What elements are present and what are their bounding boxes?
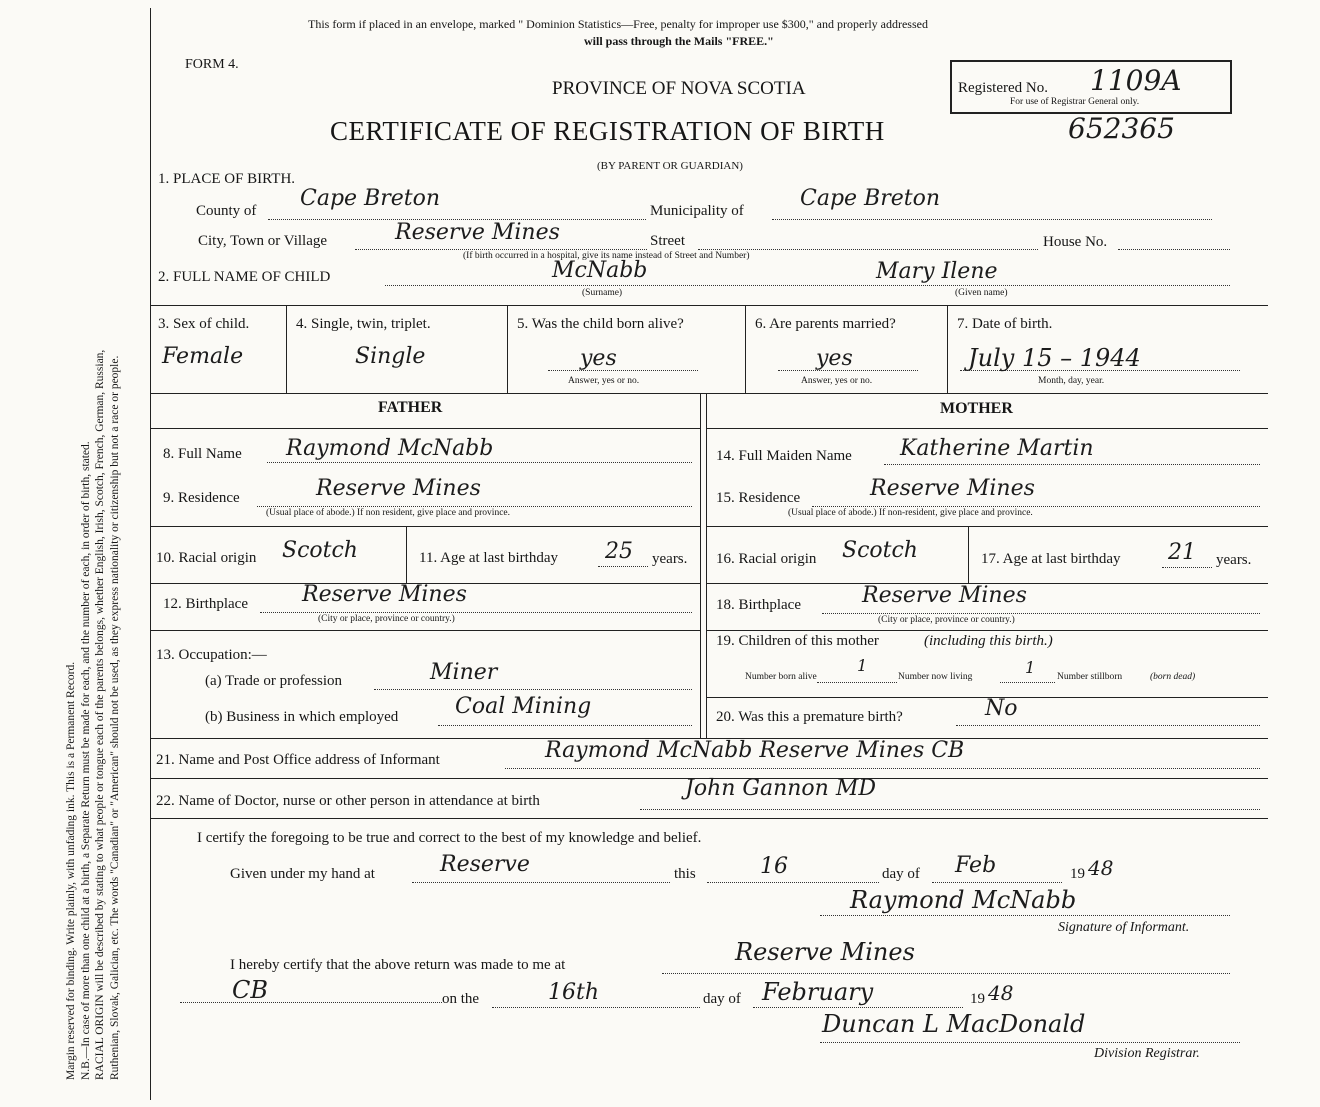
mother-racial-label: 16. Racial origin bbox=[716, 551, 817, 567]
sex-value: Female bbox=[162, 344, 244, 369]
child-given-name-value: Mary Ilene bbox=[876, 259, 998, 284]
parents-married-label: 6. Are parents married? bbox=[755, 316, 896, 332]
informant-signature: Raymond McNabb bbox=[850, 886, 1077, 914]
born-alive-label: 5. Was the child born alive? bbox=[517, 316, 684, 332]
date-of-birth-value: July 15 – 1944 bbox=[968, 344, 1141, 372]
father-years-label: years. bbox=[652, 551, 688, 567]
mother-age-value: 21 bbox=[1168, 540, 1196, 565]
day-of-label: day of bbox=[882, 866, 920, 882]
stillborn-count-note: (born dead) bbox=[1150, 672, 1196, 682]
surname-note: (Surname) bbox=[582, 288, 623, 298]
margin-note-3: RACIAL ORIGIN will be described by stating to what people or tongue each of the parents belongs, whether English, Irish, Scotch, French, German, Russian, bbox=[94, 349, 106, 1080]
return-county-value: CB bbox=[232, 976, 268, 1004]
given-place-value: Reserve bbox=[440, 852, 530, 877]
date-of-birth-label: 7. Date of birth. bbox=[957, 316, 1053, 332]
parents-married-value: yes bbox=[816, 346, 853, 371]
return-year-suffix: 48 bbox=[988, 981, 1014, 1005]
street-label: Street bbox=[650, 233, 685, 249]
doctor-value: John Gannon MD bbox=[685, 776, 876, 801]
now-living-count: 1 bbox=[1025, 658, 1036, 677]
place-of-birth-heading: 1. PLACE OF BIRTH. bbox=[158, 171, 296, 187]
margin-note-2: N.B.—In case of more than one child at a birth, a Separate Return must be made for each, and the number of each, in order of birth, stated. bbox=[79, 441, 92, 1080]
registrar-only-note: For use of Registrar General only. bbox=[1010, 97, 1140, 107]
margin-notes bbox=[0, 0, 152, 1107]
now-living-count-label: Number now living bbox=[898, 672, 973, 682]
municipality-label: Municipality of bbox=[650, 203, 744, 219]
mother-residence-value: Reserve Mines bbox=[870, 476, 1035, 501]
father-name-label: 8. Full Name bbox=[163, 446, 242, 462]
city-label: City, Town or Village bbox=[198, 233, 328, 249]
margin-note-4: Ruthenian, Slovak, Galician, etc. The words "Canadian" or "American" should not be used, as they express nationality or citizenship but not a race or people. bbox=[108, 355, 121, 1080]
father-racial-label: 10. Racial origin bbox=[156, 550, 257, 566]
given-under-hand-label: Given under my hand at bbox=[230, 866, 375, 882]
certificate-title: CERTIFICATE OF REGISTRATION OF BIRTH bbox=[330, 116, 885, 146]
father-occupation-label: 13. Occupation:— bbox=[156, 647, 267, 663]
born-alive-count-label: Number born alive bbox=[745, 672, 817, 682]
father-residence-note: (Usual place of abode.) If non resident, give place and province. bbox=[266, 508, 510, 518]
return-day-value: 16th bbox=[548, 980, 600, 1005]
child-surname-value: McNabb bbox=[552, 258, 648, 283]
mother-age-label: 17. Age at last birthday bbox=[981, 551, 1121, 567]
municipality-value: Cape Breton bbox=[800, 186, 941, 211]
children-of-mother-label: 19. Children of this mother bbox=[716, 633, 879, 649]
this-label: this bbox=[674, 866, 696, 882]
mother-heading: MOTHER bbox=[940, 400, 1013, 417]
mother-racial-value: Scotch bbox=[842, 538, 918, 563]
postal-note-line1: This form if placed in an envelope, marked " Dominion Statistics—Free, penalty for improper use $300," and properly addressed bbox=[308, 17, 928, 31]
registered-no-label: Registered No. bbox=[958, 80, 1048, 96]
mother-birthplace-label: 18. Birthplace bbox=[716, 597, 801, 613]
division-registrar-label: Division Registrar. bbox=[1094, 1046, 1200, 1061]
return-place-value: Reserve Mines bbox=[735, 938, 915, 966]
informant-signature-label: Signature of Informant. bbox=[1058, 920, 1190, 935]
father-business-label: (b) Business in which employed bbox=[205, 709, 399, 725]
father-trade-label: (a) Trade or profession bbox=[205, 673, 343, 689]
father-business-value: Coal Mining bbox=[455, 694, 592, 719]
premature-birth-label: 20. Was this a premature birth? bbox=[716, 709, 903, 725]
city-value: Reserve Mines bbox=[395, 220, 560, 245]
return-year-prefix: 19 bbox=[970, 991, 985, 1007]
hospital-note: (If birth occurred in a hospital, give its name instead of Street and Number) bbox=[463, 251, 750, 261]
certificate-subtitle: (BY PARENT OR GUARDIAN) bbox=[597, 160, 743, 172]
father-name-value: Raymond McNabb bbox=[286, 436, 494, 461]
parents-married-note: Answer, yes or no. bbox=[801, 376, 873, 386]
multiple-birth-label: 4. Single, twin, triplet. bbox=[296, 316, 431, 332]
father-age-value: 25 bbox=[605, 539, 633, 564]
postal-note-line2: will pass through the Mails "FREE." bbox=[584, 34, 774, 48]
mother-residence-label: 15. Residence bbox=[716, 490, 801, 506]
registrar-signature: Duncan L MacDonald bbox=[822, 1010, 1086, 1038]
mother-years-label: years. bbox=[1216, 552, 1252, 568]
mother-name-value: Katherine Martin bbox=[900, 436, 1094, 461]
born-alive-count: 1 bbox=[857, 656, 868, 675]
informant-value: Raymond McNabb Reserve Mines CB bbox=[545, 738, 965, 763]
father-birthplace-value: Reserve Mines bbox=[302, 582, 467, 607]
father-residence-value: Reserve Mines bbox=[316, 476, 481, 501]
return-month-value: February bbox=[762, 978, 874, 1006]
multiple-birth-value: Single bbox=[355, 344, 426, 369]
premature-birth-value: No bbox=[985, 696, 1018, 721]
given-year-suffix: 48 bbox=[1088, 856, 1114, 880]
registered-no-value: 1109A bbox=[1090, 64, 1182, 97]
father-racial-value: Scotch bbox=[282, 538, 358, 563]
certify-statement: I certify the foregoing to be true and correct to the best of my knowledge and belief. bbox=[197, 830, 702, 846]
stamp-number: 652365 bbox=[1068, 112, 1175, 145]
mother-birthplace-value: Reserve Mines bbox=[862, 583, 1027, 608]
mother-birthplace-note: (City or place, province or country.) bbox=[878, 615, 1015, 625]
county-value: Cape Breton bbox=[300, 186, 441, 211]
return-day-of-label: day of bbox=[703, 991, 741, 1007]
doctor-label: 22. Name of Doctor, nurse or other person in attendance at birth bbox=[156, 793, 540, 809]
given-month-value: Feb bbox=[955, 853, 997, 878]
father-trade-value: Miner bbox=[430, 660, 498, 685]
province-heading: PROVINCE OF NOVA SCOTIA bbox=[552, 78, 806, 99]
child-name-label: 2. FULL NAME OF CHILD bbox=[158, 269, 331, 285]
house-no-label: House No. bbox=[1043, 234, 1108, 250]
father-residence-label: 9. Residence bbox=[163, 490, 240, 506]
given-day-value: 16 bbox=[760, 854, 788, 879]
county-label: County of bbox=[196, 203, 257, 219]
father-heading: FATHER bbox=[378, 399, 443, 416]
return-made-label: I hereby certify that the above return was made to me at bbox=[230, 957, 566, 973]
sex-label: 3. Sex of child. bbox=[158, 316, 250, 332]
margin-note-1: Margin reserved for binding. Write plainly, with unfading ink. This is a Permanent Record. bbox=[65, 661, 77, 1080]
date-of-birth-note: Month, day, year. bbox=[1038, 376, 1105, 386]
on-the-label: on the bbox=[442, 991, 480, 1007]
father-age-label: 11. Age at last birthday bbox=[419, 550, 558, 566]
father-birthplace-label: 12. Birthplace bbox=[163, 596, 248, 612]
born-alive-note: Answer, yes or no. bbox=[568, 376, 640, 386]
informant-label: 21. Name and Post Office address of Informant bbox=[156, 752, 440, 768]
mother-residence-note: (Usual place of abode.) If non-resident, give place and province. bbox=[788, 508, 1033, 518]
form-number: FORM 4. bbox=[185, 57, 239, 72]
given-year-prefix: 19 bbox=[1070, 866, 1085, 882]
father-birthplace-note: (City or place, province or country.) bbox=[318, 614, 455, 624]
children-of-mother-note: (including this birth.) bbox=[924, 633, 1053, 649]
margin-rule bbox=[150, 8, 151, 1100]
stillborn-count-label: Number stillborn bbox=[1057, 672, 1123, 682]
given-name-note: (Given name) bbox=[955, 288, 1008, 298]
born-alive-value: yes bbox=[580, 346, 617, 371]
mother-name-label: 14. Full Maiden Name bbox=[716, 448, 852, 464]
